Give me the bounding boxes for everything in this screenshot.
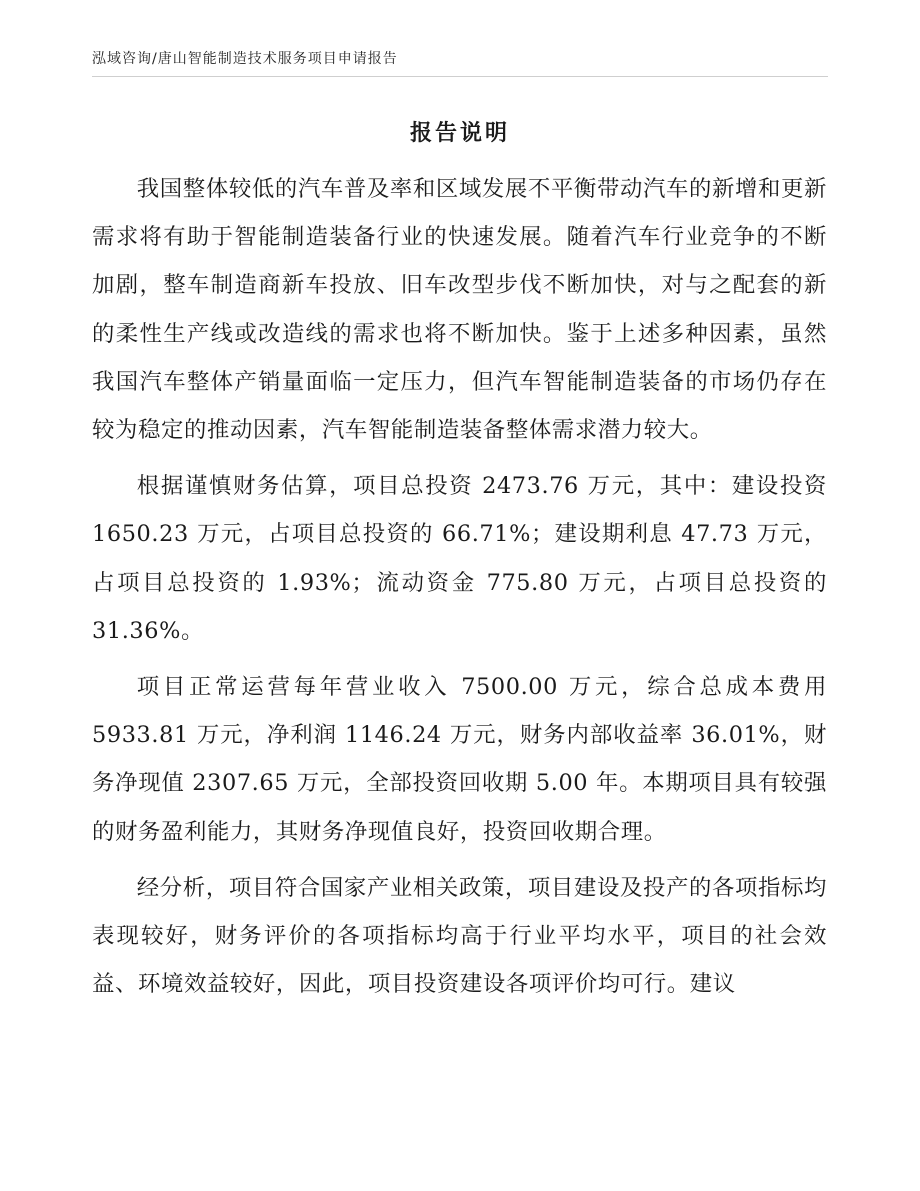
header-divider [92, 76, 828, 77]
running-header: 泓域咨询/唐山智能制造技术服务项目申请报告 [92, 51, 398, 67]
paragraph-investment-estimate: 根据谨慎财务估算，项目总投资 2473.76 万元，其中：建设投资1650.23 万元，占项目总投资的 66.71%；建设期利息 47.73 万元，占项目总投资的 1.93%；流动资金 775.80 万元，占项目总投资的 31.36%。 [92, 473, 827, 644]
document-body [92, 165, 827, 1016]
page-title: 报告说明 [409, 121, 510, 146]
paragraph-financial-returns: 项目正常运营每年营业收入 7500.00 万元，综合总成本费用5933.81 万元，净利润 1146.24 万元，财务内部收益率 36.01%，财务净现值 2307.65 万元，全部投资回收期 5.00 年。本期项目具有较强的财务盈利能力，其财务净现值良好，投资回收期合理。 [92, 674, 827, 845]
paragraph-market-background: 我国整体较低的汽车普及率和区域发展不平衡带动汽车的新增和更新需求将有助于智能制造装备行业的快速发展。随着汽车行业竞争的不断加剧，整车制造商新车投放、旧车改型步伐不断加快，对与之配套的新的柔性生产线或改造线的需求也将不断加快。鉴于上述多种因素，虽然我国汽车整体产销量面临一定压力，但汽车智能制造装备的市场仍存在较为稳定的推动因素，汽车智能制造装备整体需求潜力较大。 [92, 176, 827, 444]
paragraph-conclusion: 经分析，项目符合国家产业相关政策，项目建设及投产的各项指标均表现较好，财务评价的各项指标均高于行业平均水平，项目的社会效益、环境效益较好，因此，项目投资建设各项评价均可行。建议 [92, 874, 827, 998]
